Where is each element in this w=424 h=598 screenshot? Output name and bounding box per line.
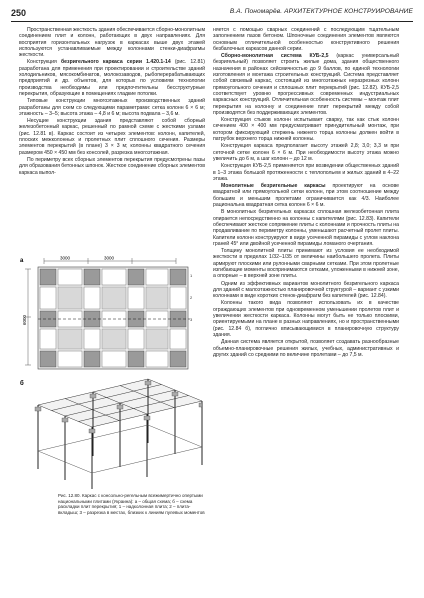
caption-legend: а – общая схема; б – схема раскладки плит перекрытия; 1 – надколонная плита; 2 – плита-вкладыш; 3 – разрезка в местах, близких к линиям пулевых моментов: [58, 498, 205, 515]
paragraph: [213, 53, 399, 116]
dimension-6000: 6000: [22, 314, 27, 325]
svg-text:1: 1: [190, 273, 193, 278]
term-bold: Монолитные безригельные каркасы: [221, 183, 326, 190]
plan-grid: [38, 267, 193, 369]
running-title: В.А. Пономарёв. АРХИТЕКТУРНОЕ КОНСТРУИРОВАНИЕ: [229, 8, 413, 15]
paragraph: няется с помощью сварных соединений с последующим тщательным заполнением пазов бетоном. Шпоночные соединения элементов являются основным отличительной особенностью конструктивного решения безбалочных каркасов данной серии.: [213, 27, 399, 52]
paragraph-body: (каркас универсальный безригельный) позволяет строить жилые дома, здания общественного назначения в районах сейсмичностью до 9 баллов, по единой технологии изготовления и монтажа строительных конструкций. Система представляет собой связевый каркас, состоящий из многоэтажных неразрезных колонн прямоугольного сечения и сплошных плит перекрытий (рис. 12.82). КУБ-2,5 соответствует уровню прогрессивных современных индустриальных каркасных конструкций. Отличительная особенность системы – монтаж плит перекрытия на колонну и соединение плит перекрытий между собой производятся без поддерживающих элементов.: [213, 53, 399, 116]
paragraph: Пространственная жесткость здания обеспечивается сборно-монолитным соединением плит и колонн, работающих в двух направлениях. Для восприятия горизонтальных нагрузок в каркасах выше двух этажей используются устанавливаемые между колоннами стенки-диафрагмы жесткости.: [19, 27, 205, 59]
page-header: [11, 8, 413, 20]
svg-text:3: 3: [190, 317, 193, 322]
paragraph: Данная система является открытой, позволяет создавать разнообразные объемно-планировочные решения жилых, учебных, административных и других зданий со средними по величине пролетами – до 7,5 м.: [213, 339, 399, 358]
figure-label-b: б: [20, 381, 24, 387]
paragraph: По периметру всех сборных элементов перекрытия предусмотрены пазы для образования бетонных шпонок. Жесткое соединение сборных элементов каркаса выпол-: [19, 156, 205, 176]
term-bold: Сборно-монолитная система КУБ-2,5: [221, 53, 329, 60]
figure-caption: [58, 493, 206, 515]
paragraph: [213, 183, 399, 208]
svg-text:2: 2: [190, 295, 193, 300]
paragraph: Несущие конструкции здания представляют собой сборный железобетонный каркас, решенный по рамной схеме с жесткими узлами (рис. 12.81 в). Каркас состоит из четырех элементов: колонн, капителей, плоских межколонных и пролетных плит сплошного сечения. Размеры элементов перекрытий (в плане) 3 × 3 м; колонны квадратного сечения размером 450 × 450 мм без консолей, разрезка многоэтажная.: [19, 118, 205, 156]
axonometric-frame: [35, 379, 202, 489]
header-rule: [11, 21, 413, 22]
paragraph: [19, 59, 205, 97]
paragraph-body: проектируют на основе квадратной или прямоугольной сетки колонн, при этом соотношение между большим и меньшим пролетами ограничивается как 4/3. Наиболее рациональна квадратная сетка колонн 6 × 6 м.: [213, 183, 399, 209]
figure-drawing: [18, 255, 206, 491]
paragraph: Колонны такого вида позволяют использовать их в качестве ограждающих элементов при одновременном уменьшении пролетов плит и увеличении жесткости каркаса. Колонны могут быть не только плоскими, ориентируемыми на плане в разных направлениях, но и пространственными (рис. 12.84 б), поглично вписывающимися в планировочную структуру здания.: [213, 300, 399, 338]
dimension-3000-a: 3000: [60, 255, 71, 261]
left-column: [19, 27, 205, 177]
paragraph: Конструкция каркаса предполагает высоту этажей 2,8; 3,0; 3,3 м при сеточной сетке колонн 6 × 6 м. При необходимости высоту этажа можно увеличить до 6 м, а шаг колонн – до 12 м.: [213, 143, 399, 162]
figure-12-80: [18, 255, 206, 491]
caption-title: Рис. 12.80. Каркас с консольно-регельным всежимертично опертыми национальными плитами (Украина):: [58, 493, 203, 504]
term-bold: безригельного каркаса серии 1.420.1-14: [60, 59, 171, 66]
right-column: [213, 27, 399, 359]
paragraph: Конструкция КУБ-2,5 применяется при возведении общественных зданий в 1–3 этажа большой протяженности с теплопольем и жилых зданий в 4–22 этажа.: [213, 163, 399, 182]
paragraph-lead: Конструкция: [27, 59, 57, 66]
paragraph: В монолитных безригельных каркасах сплошная железобетонная плита опирается непосредственно на колонны с капителями (рис. 12.83). Капители обеспечивают жесткое сопряжение плиты с колоннами и прочность плиты на продавливание по периметру колонны, уменьшают расчетный пролет плиты. Капители колонн конструируют в виде усеченной пирамиды с углом наклона граней 45° или двойной усеченной пирамиды ломаного очертания.: [213, 209, 399, 247]
paragraph-body: (рис. 12.81) разработана для применения при проектировании и строительстве зданий холодильников, мясокомбинатов, молокозаводов, рыбоперерабатывающих предприятий и др. объектов, для которых по условиям технологии производства необходимы или предпочтительны бесструктурные перекрытия, образующие в помещениях гладкие потолки.: [19, 59, 205, 97]
paragraph: Типовые конструкции многоэтажных производственных зданий разработаны для схем со следующими параметрами: сетка колонн 6 × 6 м; этажность – 3–5; высота этажа – 4,8 и 6 м; высота подвала – 3,6 м.: [19, 98, 205, 117]
dimension-3000-b: 3000: [104, 255, 115, 261]
paragraph: Конструкция стыков колонн испытывает сварку, так как стык колонн сечением 400 × 400 мм предусматривает принудительный монтаж, при котором фиксирующий стержень нижнего торца колонны должен войти в патрубок верхнего торца нижней колонны.: [213, 117, 399, 143]
page-number: 250: [11, 8, 27, 18]
paragraph: Толщину монолитной плиты принимают из условия ее необходимой жесткости в пределах 1/32–1/35 от величины наибольшего пролета. Плиты армируют плоскими или рулонными сварными сетками. При этом пролетные изгибающие моменты воспринимаются сетками, уложенными в нижней зоне, а опорные – в верхней зоне плиты.: [213, 248, 399, 280]
figure-label-a: а: [20, 258, 24, 264]
paragraph: Одним из эффективных вариантов монолитного безригельного каркаса для зданий с малоэтажностью планировочной структурой – вариант с узкими колоннами в виде коротких стенок-диафрагм без капителей (рис. 12.84).: [213, 280, 399, 300]
